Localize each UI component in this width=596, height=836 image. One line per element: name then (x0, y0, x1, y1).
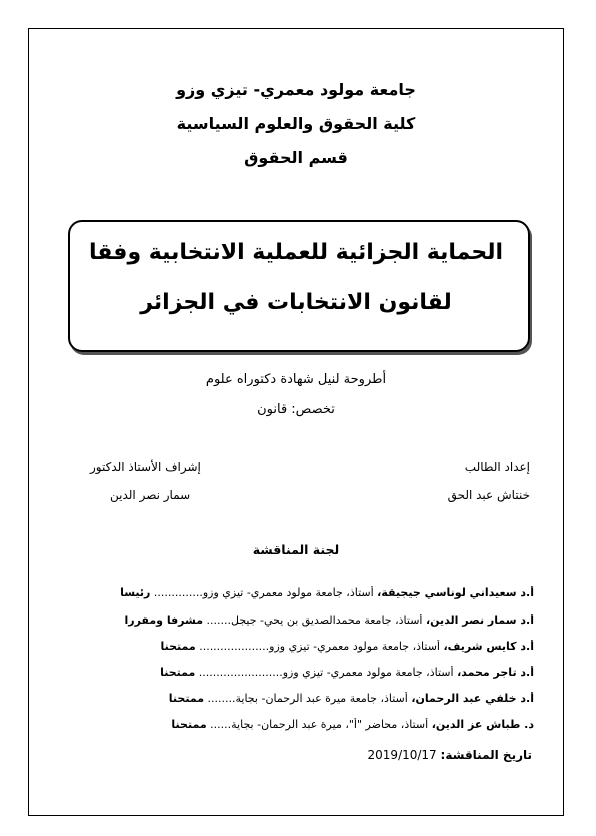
jury-member-name: أ.د خلفي عبد الرحمان، (411, 692, 534, 705)
thesis-title-line1: الحماية الجزائية للعملية الانتخابية وفقا (88, 240, 504, 265)
supervisor-label: إشراف الأستاذ الدكتور (90, 460, 201, 474)
jury-member-role: ممتحنا (171, 718, 207, 731)
jury-member-row (78, 640, 534, 653)
jury-member-row (78, 692, 534, 705)
jury-member-role: ممتحنا (168, 692, 205, 705)
jury-member-name: أ.د سمار نصر الدين، (425, 614, 534, 627)
jury-member-desc: أستاذ، محاضر "أ"، ميرة عبد الرحمان- بجاية...... (206, 718, 432, 731)
jury-member-name: أ.د تاجر محمد، (457, 666, 534, 679)
university-name: جامعة مولود معمري- تيزي وزو (176, 80, 416, 99)
jury-member-name: أ.د كايس شريف، (443, 640, 534, 653)
defense-date-label: تاريخ المناقشة: (440, 748, 532, 762)
jury-member-row (78, 586, 534, 599)
thesis-degree: أطروحة لنيل شهادة دكتوراه علوم (205, 372, 387, 387)
thesis-specialty: تخصص: قانون (257, 402, 335, 417)
supervisor-name: سمار نصر الدين (110, 488, 191, 502)
jury-member-row (78, 666, 534, 679)
jury-member-desc: أستاذ، جامعة مولود معمري- تيزي وزو.............. (150, 586, 378, 599)
jury-member-role: ممتحنا (160, 666, 196, 679)
jury-member-name: أ.د سعيداني لوناسي جيجيقة، (377, 586, 534, 599)
jury-member-role: ممتحنا (160, 640, 196, 653)
defense-date-value: 2019/10/17 (367, 748, 437, 762)
jury-heading: لجنة المناقشة (252, 542, 340, 557)
jury-member-role: مشرفا ومقررا (124, 614, 204, 627)
jury-member-desc: أستاذ، جامعة ميرة عبد الرحمان- بجاية........ (204, 692, 412, 705)
jury-member-row (78, 614, 534, 627)
jury-member-row (78, 718, 534, 731)
faculty-name: كلية الحقوق والعلوم السياسية (176, 114, 416, 133)
prepared-by-label: إعداد الطالب (464, 460, 530, 474)
jury-member-name: د. طباش عز الدين، (431, 718, 534, 731)
jury-member-role: رئيسا (120, 586, 151, 599)
student-name: خنتاش عبد الحق (447, 488, 530, 502)
jury-member-desc: أستاذ، جامعة محمدالصديق بن يحي- جيجل....... (203, 614, 426, 627)
department-name: قسم الحقوق (244, 148, 348, 167)
defense-date-line (368, 748, 532, 762)
jury-member-desc: أستاذ، جامعة مولود معمري- تيزي وزو........................ (195, 666, 458, 679)
thesis-title-line2: لقانون الانتخابات في الجزائر (140, 290, 452, 315)
jury-member-desc: أستاذ، جامعة مولود معمري- تيزي وزو.................... (195, 640, 444, 653)
